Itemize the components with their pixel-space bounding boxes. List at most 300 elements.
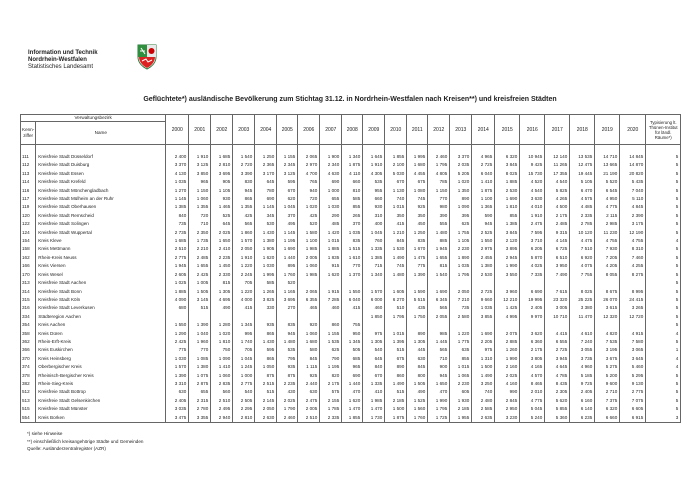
value-cell: 370 <box>342 220 363 228</box>
value-cell: 1 390 <box>166 372 189 380</box>
value-cell: 920 <box>298 321 320 329</box>
value-cell: 1 130 <box>385 187 407 195</box>
value-cell: 1 030 <box>320 203 342 211</box>
value-cell: 14 845 <box>620 153 646 161</box>
value-cell: 2 510 <box>211 397 233 405</box>
value-cell: 6 040 <box>342 296 363 304</box>
value-cell: 1 030 <box>166 355 189 363</box>
value-cell: 6 360 <box>520 338 545 346</box>
district-name: Oberbergischer Kreis <box>36 363 166 371</box>
value-cell: 2 480 <box>472 397 495 405</box>
name-header: Name <box>36 122 166 145</box>
value-cell: 1 015 <box>450 363 472 371</box>
value-cell: 780 <box>255 187 277 195</box>
value-cell: 995 <box>233 330 255 338</box>
value-cell: 4 845 <box>620 203 646 211</box>
value-cell: 1 955 <box>450 414 472 423</box>
value-cell: 1 680 <box>407 161 428 169</box>
value-cell: 1 075 <box>189 372 211 380</box>
value-cell: 1 060 <box>189 195 211 203</box>
value-cell: 2 725 <box>545 346 570 354</box>
value-cell: 1 380 <box>255 237 277 245</box>
value-cell: 1 150 <box>189 187 211 195</box>
year-header: 2011 <box>407 115 428 145</box>
value-cell: 930 <box>211 195 233 203</box>
year-header: 2019 <box>595 115 620 145</box>
value-cell: 3 195 <box>595 346 620 354</box>
data-table <box>20 114 681 423</box>
typisierung-cell: 5 <box>646 271 681 279</box>
value-cell: 7 755 <box>570 271 595 279</box>
value-cell: 710 <box>428 355 450 363</box>
value-cell: 1 610 <box>342 254 363 262</box>
year-header: 2001 <box>189 115 211 145</box>
value-cell: 3 370 <box>450 153 472 161</box>
footnote: **) einschließlich kreisangehörige Städte und Gemeinden <box>27 438 144 444</box>
value-cell: 3 855 <box>472 313 495 321</box>
value-cell: 7 285 <box>320 296 342 304</box>
value-cell <box>545 279 570 287</box>
value-cell: 1 620 <box>320 271 342 279</box>
table-row <box>21 388 681 396</box>
value-cell: 6 920 <box>570 254 595 262</box>
value-cell: 860 <box>385 372 407 380</box>
value-cell: 4 165 <box>520 363 545 371</box>
value-cell: 1 550 <box>166 321 189 329</box>
value-cell: 1 430 <box>255 229 277 237</box>
district-name: Kreisfreie Stadt Münster <box>36 405 166 413</box>
value-cell: 690 <box>320 178 342 186</box>
value-cell <box>255 313 277 321</box>
value-cell: 6 470 <box>570 187 595 195</box>
value-cell: 1 685 <box>211 153 233 161</box>
value-cell: 460 <box>320 304 342 312</box>
value-cell: 3 380 <box>570 304 595 312</box>
value-cell: 1 470 <box>342 405 363 413</box>
typisierung-cell: 4 <box>646 363 681 371</box>
code-header: Kenn- ziffer <box>21 122 36 145</box>
value-cell: 1 000 <box>233 372 255 380</box>
value-cell: 1 085 <box>189 355 211 363</box>
district-code: 315 <box>21 296 36 304</box>
value-cell: 2 120 <box>495 237 520 245</box>
value-cell: 1 490 <box>385 254 407 262</box>
table-row <box>21 203 681 211</box>
value-cell: 2 235 <box>277 380 298 388</box>
value-cell: 955 <box>363 187 385 195</box>
value-cell: 1 910 <box>189 153 211 161</box>
value-cell: 2 455 <box>472 254 495 262</box>
value-cell <box>363 321 385 329</box>
year-header: 2000 <box>166 115 189 145</box>
value-cell: 1 020 <box>298 203 320 211</box>
value-cell: 9 970 <box>520 313 545 321</box>
value-cell: 1 145 <box>166 195 189 203</box>
value-cell: 560 <box>211 388 233 396</box>
value-cell: 820 <box>320 372 342 380</box>
typisierung-cell: 5 <box>646 153 681 161</box>
value-cell: 1 570 <box>363 288 385 296</box>
value-cell: 2 160 <box>495 363 520 371</box>
value-cell: 1 605 <box>385 288 407 296</box>
value-cell: 840 <box>363 363 385 371</box>
value-cell: 1 885 <box>320 245 342 253</box>
value-cell: 11 265 <box>545 161 570 169</box>
value-cell: 4 570 <box>520 372 545 380</box>
value-cell: 1 060 <box>298 262 320 270</box>
district-code: 513 <box>21 397 36 405</box>
value-cell: 4 820 <box>595 330 620 338</box>
value-cell: 1 735 <box>189 237 211 245</box>
value-cell: 1 115 <box>298 363 320 371</box>
value-cell: 2 475 <box>520 220 545 228</box>
typisierung-cell: 5 <box>646 203 681 211</box>
value-cell: 745 <box>385 262 407 270</box>
value-cell: 1 855 <box>342 414 363 423</box>
value-cell: 935 <box>277 363 298 371</box>
value-cell: 12 720 <box>620 313 646 321</box>
value-cell: 1 370 <box>342 271 363 279</box>
value-cell: 2 585 <box>472 405 495 413</box>
value-cell <box>298 279 320 287</box>
value-cell: 6 605 <box>620 405 646 413</box>
value-cell: 1 795 <box>428 161 450 169</box>
district-name: Kreis Borken <box>36 414 166 423</box>
value-cell: 635 <box>450 346 472 354</box>
value-cell: 885 <box>428 237 450 245</box>
district-code: 154 <box>21 237 36 245</box>
year-header: 2004 <box>255 115 277 145</box>
value-cell: 1 030 <box>255 262 277 270</box>
value-cell: 930 <box>363 203 385 211</box>
value-cell: 1 750 <box>407 313 428 321</box>
value-cell: 415 <box>385 220 407 228</box>
value-cell: 490 <box>407 388 428 396</box>
typisierung-cell: 4 <box>646 330 681 338</box>
value-cell: 5 620 <box>545 397 570 405</box>
district-name: Kreis Viersen <box>36 262 166 270</box>
year-header: 2014 <box>472 115 495 145</box>
value-cell: 1 500 <box>472 363 495 371</box>
table-row <box>21 405 681 413</box>
value-cell <box>211 313 233 321</box>
value-cell: 765 <box>298 178 320 186</box>
value-cell: 1 795 <box>428 405 450 413</box>
value-cell: 1 220 <box>233 262 255 270</box>
value-cell: 11 470 <box>570 313 595 321</box>
value-cell: 5 105 <box>570 178 595 186</box>
value-cell: 2 460 <box>428 153 450 161</box>
value-cell <box>189 313 211 321</box>
value-cell: 4 130 <box>166 170 189 178</box>
value-cell: 7 210 <box>450 296 472 304</box>
value-cell: 4 255 <box>620 262 646 270</box>
value-cell: 3 950 <box>545 262 570 270</box>
year-header: 2017 <box>545 115 570 145</box>
typisierung-cell: 1 <box>646 346 681 354</box>
district-name: Kreisfreie Stadt Wuppertal <box>36 229 166 237</box>
value-cell: 2 175 <box>545 212 570 220</box>
table-row <box>21 346 681 354</box>
value-cell: 3 945 <box>545 355 570 363</box>
value-cell: 1 775 <box>450 338 472 346</box>
value-cell: 1 090 <box>211 355 233 363</box>
value-cell: 710 <box>189 220 211 228</box>
value-cell: 3 475 <box>166 414 189 423</box>
value-cell: 1 220 <box>450 330 472 338</box>
value-cell: 4 775 <box>520 397 545 405</box>
typisierung-cell: 5 <box>646 321 681 329</box>
value-cell: 1 335 <box>363 245 385 253</box>
value-cell: 1 835 <box>320 254 342 262</box>
value-cell: 1 385 <box>363 254 385 262</box>
value-cell: 585 <box>342 195 363 203</box>
value-cell: 1 440 <box>342 380 363 388</box>
value-cell: 2 780 <box>189 405 211 413</box>
value-cell <box>595 321 620 329</box>
value-cell: 1 480 <box>385 271 407 279</box>
value-cell: 3 005 <box>545 304 570 312</box>
value-cell: 12 475 <box>570 161 595 169</box>
value-cell: 2 350 <box>189 229 211 237</box>
table-row <box>21 397 681 405</box>
value-cell: 2 835 <box>211 380 233 388</box>
district-name: Kreisfreie Stadt Duisburg <box>36 161 166 169</box>
district-name: Kreis Mettmann <box>36 245 166 253</box>
value-cell: 975 <box>363 330 385 338</box>
value-cell: 1 475 <box>407 254 428 262</box>
value-cell: 5 855 <box>545 405 570 413</box>
value-cell: 515 <box>255 388 277 396</box>
value-cell <box>472 321 495 329</box>
value-cell: 3 390 <box>233 170 255 178</box>
value-cell: 530 <box>255 220 277 228</box>
value-cell: 1 690 <box>428 288 450 296</box>
value-cell: 1 500 <box>385 405 407 413</box>
value-cell: 4 500 <box>545 203 570 211</box>
value-cell: 6 320 <box>495 153 520 161</box>
value-cell: 435 <box>407 304 428 312</box>
table-row <box>21 363 681 371</box>
value-cell: 6 725 <box>545 245 570 253</box>
value-cell: 1 730 <box>363 414 385 423</box>
value-cell: 1 525 <box>407 397 428 405</box>
value-cell: 740 <box>385 195 407 203</box>
value-cell: 625 <box>450 220 472 228</box>
value-cell: 3 960 <box>495 288 520 296</box>
value-cell: 515 <box>189 304 211 312</box>
value-cell: 1 690 <box>472 330 495 338</box>
value-cell: 1 790 <box>277 405 298 413</box>
value-cell: 11 230 <box>595 229 620 237</box>
value-cell <box>450 279 472 287</box>
value-cell: 525 <box>211 212 233 220</box>
value-cell: 1 740 <box>233 338 255 346</box>
value-cell: 2 720 <box>233 161 255 169</box>
value-cell <box>298 313 320 321</box>
value-cell: 1 620 <box>342 397 363 405</box>
value-cell: 1 810 <box>495 203 520 211</box>
value-cell: 2 945 <box>495 254 520 262</box>
value-cell: 2 390 <box>620 212 646 220</box>
table-row <box>21 170 681 178</box>
value-cell: 6 345 <box>428 296 450 304</box>
value-cell: 1 990 <box>495 355 520 363</box>
value-cell: 2 525 <box>472 229 495 237</box>
table-row <box>21 245 681 253</box>
value-cell: 645 <box>255 178 277 186</box>
district-code: 382 <box>21 380 36 388</box>
value-cell: 2 985 <box>595 220 620 228</box>
value-cell: 2 505 <box>233 397 255 405</box>
value-cell: 3 145 <box>189 296 211 304</box>
value-cell: 1 345 <box>233 321 255 329</box>
value-cell: 565 <box>428 304 450 312</box>
value-cell: 330 <box>255 304 277 312</box>
value-cell: 2 210 <box>189 245 211 253</box>
value-cell: 660 <box>342 178 363 186</box>
value-cell: 5 030 <box>385 170 407 178</box>
value-cell: 1 910 <box>363 161 385 169</box>
value-cell: 945 <box>233 187 255 195</box>
value-cell: 1 945 <box>166 262 189 270</box>
value-cell: 1 910 <box>520 212 545 220</box>
value-cell: 2 425 <box>189 271 211 279</box>
year-header: 2007 <box>320 115 342 145</box>
value-cell <box>472 279 495 287</box>
value-cell: 945 <box>472 220 495 228</box>
value-cell: 1 270 <box>166 187 189 195</box>
year-header: 2012 <box>428 115 450 145</box>
value-cell: 3 250 <box>472 380 495 388</box>
district-name: Kreisfreie Stadt Köln <box>36 296 166 304</box>
value-cell: 2 875 <box>189 380 211 388</box>
typisierung-cell: 5 <box>646 229 681 237</box>
value-cell: 2 515 <box>255 380 277 388</box>
value-cell: 7 205 <box>595 254 620 262</box>
value-cell: 1 860 <box>233 229 255 237</box>
value-cell: 2 315 <box>189 397 211 405</box>
value-cell: 5 870 <box>520 254 545 262</box>
value-cell: 3 055 <box>570 346 595 354</box>
value-cell: 5 200 <box>595 372 620 380</box>
value-cell: 290 <box>320 212 342 220</box>
value-cell: 5 515 <box>407 296 428 304</box>
value-cell: 24 415 <box>620 296 646 304</box>
value-cell: 865 <box>255 330 277 338</box>
value-cell: 12 210 <box>495 296 520 304</box>
typisierung-cell: 5 <box>646 397 681 405</box>
value-cell: 1 795 <box>385 313 407 321</box>
value-cell: 10 710 <box>545 313 570 321</box>
value-cell: 310 <box>363 212 385 220</box>
value-cell: 2 005 <box>298 405 320 413</box>
value-cell <box>620 279 646 287</box>
value-cell: 775 <box>407 262 428 270</box>
value-cell: 605 <box>450 388 472 396</box>
value-cell: 9 660 <box>472 296 495 304</box>
district-name: Kreisfreie Stadt Bonn <box>36 288 166 296</box>
value-cell <box>428 279 450 287</box>
district-code: 166 <box>21 262 36 270</box>
value-cell: 470 <box>428 388 450 396</box>
value-cell <box>363 279 385 287</box>
value-cell: 1 990 <box>428 397 450 405</box>
value-cell: 8 995 <box>620 288 646 296</box>
district-code: 124 <box>21 229 36 237</box>
value-cell: 795 <box>277 355 298 363</box>
value-cell: 4 960 <box>570 363 595 371</box>
value-cell: 1 985 <box>298 271 320 279</box>
value-cell: 2 305 <box>545 388 570 396</box>
value-cell: 630 <box>298 388 320 396</box>
value-cell: 4 110 <box>342 170 363 178</box>
typisierung-cell: 5 <box>646 304 681 312</box>
value-cell: 505 <box>342 346 363 354</box>
typisierung-cell: 5 <box>646 380 681 388</box>
value-cell: 945 <box>277 330 298 338</box>
value-cell: 585 <box>255 279 277 287</box>
district-name: Rhein-Kreis Neuss <box>36 254 166 262</box>
value-cell: 465 <box>298 304 320 312</box>
value-cell: 7 510 <box>570 245 595 253</box>
value-cell: 1 530 <box>385 245 407 253</box>
value-cell: 14 870 <box>620 161 646 169</box>
table-row <box>21 279 681 287</box>
value-cell: 740 <box>472 388 495 396</box>
value-cell: 2 460 <box>277 414 298 423</box>
value-cell: 755 <box>342 321 363 329</box>
table-row <box>21 254 681 262</box>
value-cell: 2 485 <box>545 220 570 228</box>
value-cell: 19 995 <box>520 296 545 304</box>
value-cell: 8 025 <box>570 288 595 296</box>
value-cell: 350 <box>407 212 428 220</box>
value-cell: 2 185 <box>385 397 407 405</box>
value-cell: 3 035 <box>166 405 189 413</box>
value-cell <box>495 279 520 287</box>
value-cell: 815 <box>211 279 233 287</box>
value-cell: 4 785 <box>545 372 570 380</box>
value-cell: 2 025 <box>495 372 520 380</box>
value-cell: 1 340 <box>342 153 363 161</box>
value-cell: 2 405 <box>570 388 595 396</box>
value-cell: 8 275 <box>620 271 646 279</box>
value-cell: 17 355 <box>545 170 570 178</box>
value-cell: 1 020 <box>450 178 472 186</box>
district-name: Kreisfreie Stadt Solingen <box>36 220 166 228</box>
value-cell: 10 120 <box>570 229 595 237</box>
value-cell: 2 710 <box>595 388 620 396</box>
value-cell: 1 380 <box>189 363 211 371</box>
value-cell: 3 845 <box>495 229 520 237</box>
footnotes <box>27 430 143 453</box>
value-cell: 510 <box>385 304 407 312</box>
value-cell: 1 035 <box>342 229 363 237</box>
value-cell: 985 <box>428 330 450 338</box>
typisierung-cell: 4 <box>646 237 681 245</box>
typisierung-cell: 5 <box>646 372 681 380</box>
value-cell: 3 850 <box>189 170 211 178</box>
value-cell: 800 <box>407 372 428 380</box>
value-cell <box>233 313 255 321</box>
table-row <box>21 380 681 388</box>
typisierung-cell: 5 <box>646 187 681 195</box>
value-cell: 4 205 <box>595 262 620 270</box>
value-cell: 12 140 <box>545 153 570 161</box>
typisierung-cell: 5 <box>646 313 681 321</box>
value-cell: 1 145 <box>277 229 298 237</box>
